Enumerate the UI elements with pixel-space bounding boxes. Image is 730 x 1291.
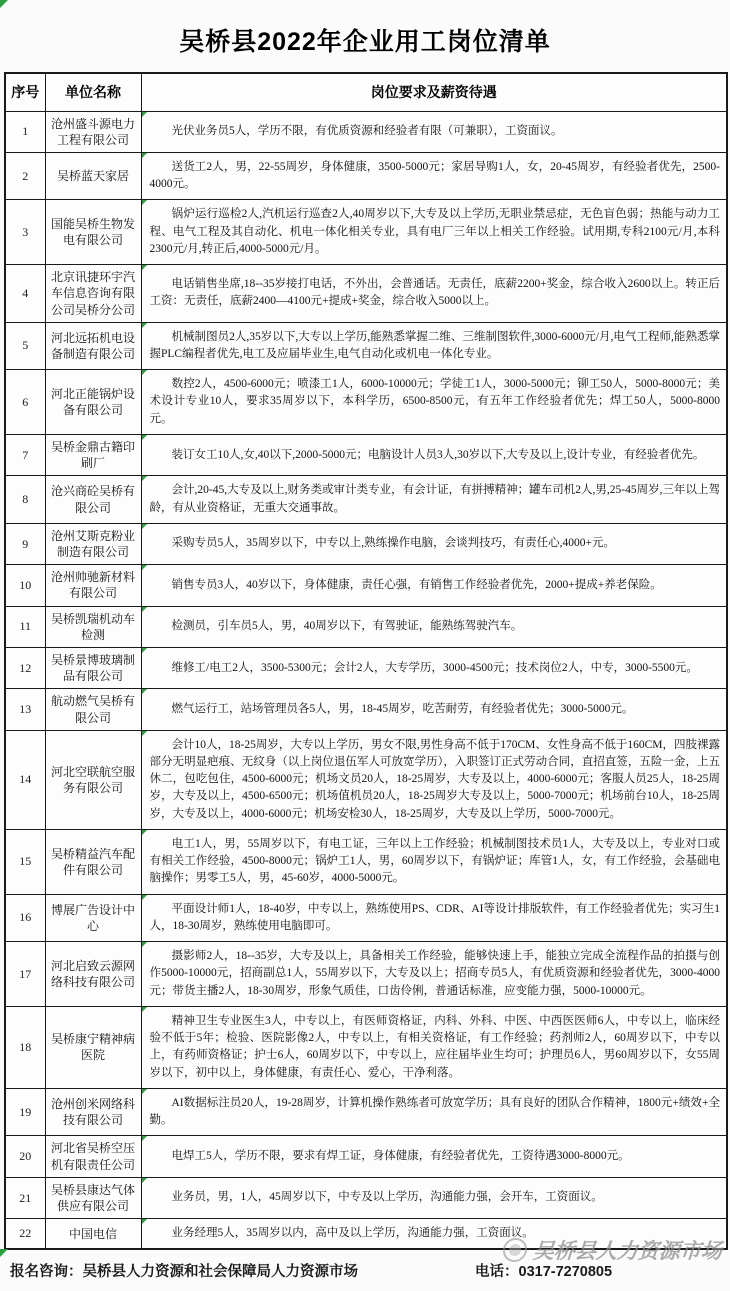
company-name-cell: 吴桥康宁精神病医院	[45, 1006, 141, 1088]
company-name-cell: 航动燃气吴桥有限公司	[45, 689, 141, 730]
job-requirements-cell	[141, 322, 727, 370]
table-row	[5, 523, 727, 564]
job-requirements-cell	[141, 730, 727, 829]
job-requirements-cell	[141, 265, 727, 323]
job-requirements-text: 会计10人，18-25周岁，大专以上学历，男女不限,男性身高不低于170CM、女性身高不低于160CM，四肢裸露部分无明显疤痕、无纹身（以上岗位退伍军人可放宽学历），入职签订正式劳动合同，直招直签，五险一金，上五休二，包吃包住，4500-6000元；机场文员20人，18-25周岁，大专及以上，4000-6000元；客服人员25人，18-25周岁，大专及以上，4500-6500元；机场值机员20人，18-25周岁大专及以上，5000-7000元；机场前台10人，18-25周岁，大专及以上，4000-6000元；机场安检30人，18-25周岁，大专及以上学历，5000-7000元。	[149, 738, 720, 820]
job-requirements-text: 光伏业务员5人，学历不限，有优质资源和经验者有限（可兼职），工资面议。	[171, 125, 563, 138]
excel-flag-icon	[142, 830, 147, 835]
table-row	[5, 434, 727, 475]
job-requirements-text: 检测员，引车员5人，男，40周岁以下，有驾驶证，能熟练驾驶汽车。	[171, 620, 523, 633]
job-requirements-text: 业务经理5人，35周岁以内，高中及以上学历，沟通能力强，工资面议。	[171, 1227, 534, 1240]
row-serial-number: 20	[5, 1136, 45, 1177]
table-row	[5, 200, 727, 265]
job-requirements-cell	[141, 200, 727, 265]
job-requirements-cell	[141, 1088, 727, 1136]
excel-flag-icon	[142, 112, 147, 117]
footer	[4, 1250, 726, 1281]
excel-flag-icon	[142, 565, 147, 570]
job-requirements-text: 采购专员5人，35周岁以下，中专以上,熟练操作电脑，会谈判技巧，有责任心,4000+元。	[171, 537, 615, 550]
job-requirements-cell	[141, 434, 727, 475]
job-requirements-cell	[141, 1006, 727, 1088]
row-serial-number: 14	[5, 730, 45, 829]
table-row	[5, 565, 727, 606]
table-row	[5, 647, 727, 688]
table-row	[5, 265, 727, 323]
table-row	[5, 476, 727, 524]
job-requirements-text: 锅炉运行巡检2人,汽机运行巡查2人,40周岁以下,大专及以上学历,无职业禁忌症，无色盲色弱；热能与动力工程、电气工程及其自动化、机电一体化相关专业，具有电厂三年以上相关工作经验。试用期,专科2100元/月,本科2300元/月,转正后,4000-5000元/月。	[149, 208, 720, 255]
row-serial-number: 4	[5, 265, 45, 323]
company-name-cell: 中国电信	[45, 1219, 141, 1250]
row-serial-number: 16	[5, 894, 45, 942]
job-requirements-text: 电话销售坐席,18--35岁接打电话，不外出，会普通话。无责任，底薪2200+奖金，综合收入2600以上。转正后工资：无责任，底薪2400—4100元+提成+奖金，综合收入5000以上。	[149, 278, 720, 308]
excel-flag-icon	[142, 370, 147, 375]
table-row	[5, 730, 727, 829]
job-requirements-cell	[141, 370, 727, 435]
table-row	[5, 942, 727, 1007]
job-requirements-text: 机械制图员2人,35岁以下,大专以上学历,能熟悉掌握二维、三维制图软件,3000-6000元/月,电气工程师,能熟悉掌握PLC编程者优先,电工及应届毕业生,电气自动化或机电一体化专业。	[149, 330, 720, 360]
row-serial-number: 13	[5, 689, 45, 730]
row-serial-number: 21	[5, 1177, 45, 1218]
job-requirements-cell	[141, 894, 727, 942]
header-company-name: 单位名称	[45, 73, 141, 111]
row-serial-number: 22	[5, 1219, 45, 1250]
job-requirements-text: 维修工/电工2人，3500-5300元；会计2人，大专学历，3000-4500元；技术岗位2人，中专，3000-5500元。	[171, 661, 698, 674]
table-row	[5, 1136, 727, 1177]
excel-flag-icon	[142, 153, 147, 158]
excel-flag-icon	[142, 1178, 147, 1183]
table-row	[5, 606, 727, 647]
row-serial-number: 19	[5, 1088, 45, 1136]
table-row	[5, 322, 727, 370]
row-serial-number: 12	[5, 647, 45, 688]
excel-flag-icon	[142, 731, 147, 736]
row-serial-number: 1	[5, 111, 45, 152]
company-name-cell: 沧兴商砼吴桥有限公司	[45, 476, 141, 524]
company-name-cell: 沧州帅驰新材料有限公司	[45, 565, 141, 606]
row-serial-number: 5	[5, 322, 45, 370]
row-serial-number: 2	[5, 152, 45, 200]
phone-number: 电话：0317-7270805	[475, 1264, 613, 1281]
excel-flag-icon	[142, 648, 147, 653]
excel-flag-icon	[142, 895, 147, 900]
row-serial-number: 3	[5, 200, 45, 265]
company-name-cell: 吴桥金鼎古籍印刷厂	[45, 434, 141, 475]
job-requirements-text: 精神卫生专业医生3人，中专以上，有医师资格证，内科、外科、中医、中西医医师6人，中专以上，临床经验不低于5年；检验、医院影像2人，中专以上，有相关资格证，有工作经验；药剂师2人，60周岁以下，中专以上，有药师资格证；护士6人，60周岁以下，中专以上，应往届毕业生均可；护理员6人，男60周岁以下，女55周岁以下，初中以上，身体健康，有责任心、爱心，干净利落。	[149, 1014, 720, 1079]
job-requirements-cell	[141, 1219, 727, 1250]
row-serial-number: 11	[5, 606, 45, 647]
company-name-cell: 吴桥县康达气体供应有限公司	[45, 1177, 141, 1218]
table-row	[5, 689, 727, 730]
row-serial-number: 8	[5, 476, 45, 524]
job-requirements-text: 电焊工5人，学历不限，要求有焊工证，身体健康，有经验者优先，工资待遇3000-8000元。	[171, 1150, 630, 1162]
table-row	[5, 1177, 727, 1218]
company-name-cell: 博展广告设计中心	[45, 894, 141, 942]
company-name-cell: 沧州艾斯克粉业制造有限公司	[45, 523, 141, 564]
excel-flag-icon	[142, 323, 147, 328]
job-requirements-text: AI数据标注员20人，19-28周岁，计算机操作熟练者可放宽学历；具有良好的团队合作精神，1800元+绩效+全勤。	[149, 1096, 720, 1127]
job-requirements-text: 装订女工10人,女,40以下,2000-5000元；电脑设计人员3人,30岁以下,大专及以上,设计专业，有经验者优先。	[171, 448, 705, 461]
contact-info: 报名咨询：吴桥县人力资源和社会保障局人力资源市场	[10, 1264, 358, 1281]
excel-flag-icon	[142, 476, 147, 481]
table-row	[5, 111, 727, 152]
excel-flag-icon	[142, 942, 147, 947]
job-requirements-cell	[141, 1136, 727, 1177]
job-requirements-cell	[141, 829, 727, 894]
row-serial-number: 9	[5, 523, 45, 564]
row-serial-number: 17	[5, 942, 45, 1007]
job-requirements-text: 数控2人，4500-6000元；喷漆工1人，6000-10000元；学徒工1人，3000-5000元；铆工50人，5000-8000元；美术设计专业10人，要求35周岁以下，本科学历，6500-8500元，有五年工作经验者优先；焊工50人，5000-8000元。	[149, 378, 720, 425]
job-requirements-cell	[141, 942, 727, 1007]
jobs-table	[4, 72, 728, 1250]
job-requirements-cell	[141, 111, 727, 152]
company-name-cell: 沧州盛斗源电力工程有限公司	[45, 111, 141, 152]
job-requirements-cell	[141, 647, 727, 688]
row-serial-number: 15	[5, 829, 45, 894]
job-requirements-text: 电工1人，男，55周岁以下，有电工证，三年以上工作经验；机械制图技术员1人，大专及以上，专业对口或有相关工作经验，4500-8000元；锅炉工1人，男，60周岁以下，有锅炉证；库管1人，女，有工作经验，会基础电脑操作；男零工5人，男，45-60岁，4000-5000元。	[149, 837, 720, 885]
table-row	[5, 1219, 727, 1250]
header-serial-number: 序号	[5, 73, 45, 111]
company-name-cell: 吴桥景博玻璃制品有限公司	[45, 647, 141, 688]
job-requirements-cell	[141, 152, 727, 200]
excel-flag-icon	[142, 1136, 147, 1141]
job-requirements-cell	[141, 523, 727, 564]
excel-flag-icon	[142, 1007, 147, 1012]
table-row	[5, 829, 727, 894]
table-row	[5, 1088, 727, 1136]
page-title: 吴桥县2022年企业用工岗位清单	[179, 28, 551, 56]
table-header-row	[5, 73, 727, 111]
excel-flag-icon	[142, 1219, 147, 1224]
excel-flag-icon	[142, 265, 147, 270]
company-name-cell: 河北空联航空服务有限公司	[45, 730, 141, 829]
row-serial-number: 6	[5, 370, 45, 435]
header-job-requirements: 岗位要求及薪资待遇	[141, 73, 727, 111]
excel-flag-icon	[142, 607, 147, 612]
job-requirements-text: 业务员，男，1人，45周岁以下，中专及以上学历，沟通能力强，会开车，工资面议。	[171, 1191, 603, 1204]
job-requirements-cell	[141, 476, 727, 524]
company-name-cell: 河北启致云源网络科技有限公司	[45, 942, 141, 1007]
job-requirements-text: 摄影师2人，18--35岁，大专及以上，具备相关工作经验，能够快速上手，能独立完成全流程作品的拍摄与创作5000-10000元，招商副总1人，55周岁以下，大专及以上；招商专员5人，有优质资源和经验者优先，3000-4000元；带货主播2人，18-30周岁，形象气质佳，口齿伶俐，普通话标准，应变能力强，5000-10000元。	[149, 950, 720, 997]
row-serial-number: 7	[5, 434, 45, 475]
table-row	[5, 152, 727, 200]
excel-flag-icon	[142, 200, 147, 205]
job-requirements-text: 燃气运行工，站场管理员各5人，男，18-45周岁，吃苦耐劳，有经验者优先；3000-5000元。	[171, 702, 634, 715]
excel-flag-icon	[142, 1089, 147, 1094]
company-name-cell: 河北省吴桥空压机有限责任公司	[45, 1136, 141, 1177]
company-name-cell: 河北远拓机电设备制造有限公司	[45, 322, 141, 370]
sheet-corner-mark-icon	[0, 0, 8, 8]
company-name-cell: 吴桥凯瑞机动车检测	[45, 606, 141, 647]
row-serial-number: 18	[5, 1006, 45, 1088]
row-serial-number: 10	[5, 565, 45, 606]
excel-flag-icon	[142, 435, 147, 440]
company-name-cell: 国能吴桥生物发电有限公司	[45, 200, 141, 265]
job-requirements-cell	[141, 565, 727, 606]
job-requirements-text: 平面设计师1人，18-40岁，中专以上，熟练使用PS、CDR、AI等设计排版软件，有工作经验者优先；实习生1人，18-30周岁，熟练使用电脑即可。	[149, 902, 720, 932]
job-requirements-text: 会计,20-45,大专及以上,财务类或审计类专业，有会计证，有拼搏精神；罐车司机2人,男,25-45周岁,三年以上驾龄，有从业资格证，无重大交通事故。	[149, 484, 720, 514]
company-name-cell: 吴桥蓝天家居	[45, 152, 141, 200]
company-name-cell: 北京讯捷环宇汽车信息咨询有限公司吴桥分公司	[45, 265, 141, 323]
jobs-table-body	[5, 111, 727, 1249]
job-requirements-cell	[141, 689, 727, 730]
job-requirements-cell	[141, 1177, 727, 1218]
job-requirements-cell	[141, 606, 727, 647]
table-row	[5, 894, 727, 942]
watermark-text: 吴桥县人力资源市场	[532, 1240, 723, 1264]
company-name-cell: 沧州创米网络科技有限公司	[45, 1088, 141, 1136]
footer-corner-mark-icon	[0, 1249, 8, 1257]
table-row	[5, 1006, 727, 1088]
job-requirements-text: 销售专员3人，40岁以下，身体健康，责任心强，有销售工作经验者优先，2000+提成+养老保险。	[171, 578, 662, 591]
company-name-cell: 吴桥精益汽车配件有限公司	[45, 829, 141, 894]
excel-flag-icon	[142, 689, 147, 694]
job-requirements-text: 送货工2人，男，22-55周岁，身体健康，3500-5000元；家居导购1人，女，20-45周岁，有经验者优先，2500-4000元。	[149, 160, 720, 191]
table-row	[5, 370, 727, 435]
company-name-cell: 河北正能锅炉设备有限公司	[45, 370, 141, 435]
excel-flag-icon	[142, 524, 147, 529]
